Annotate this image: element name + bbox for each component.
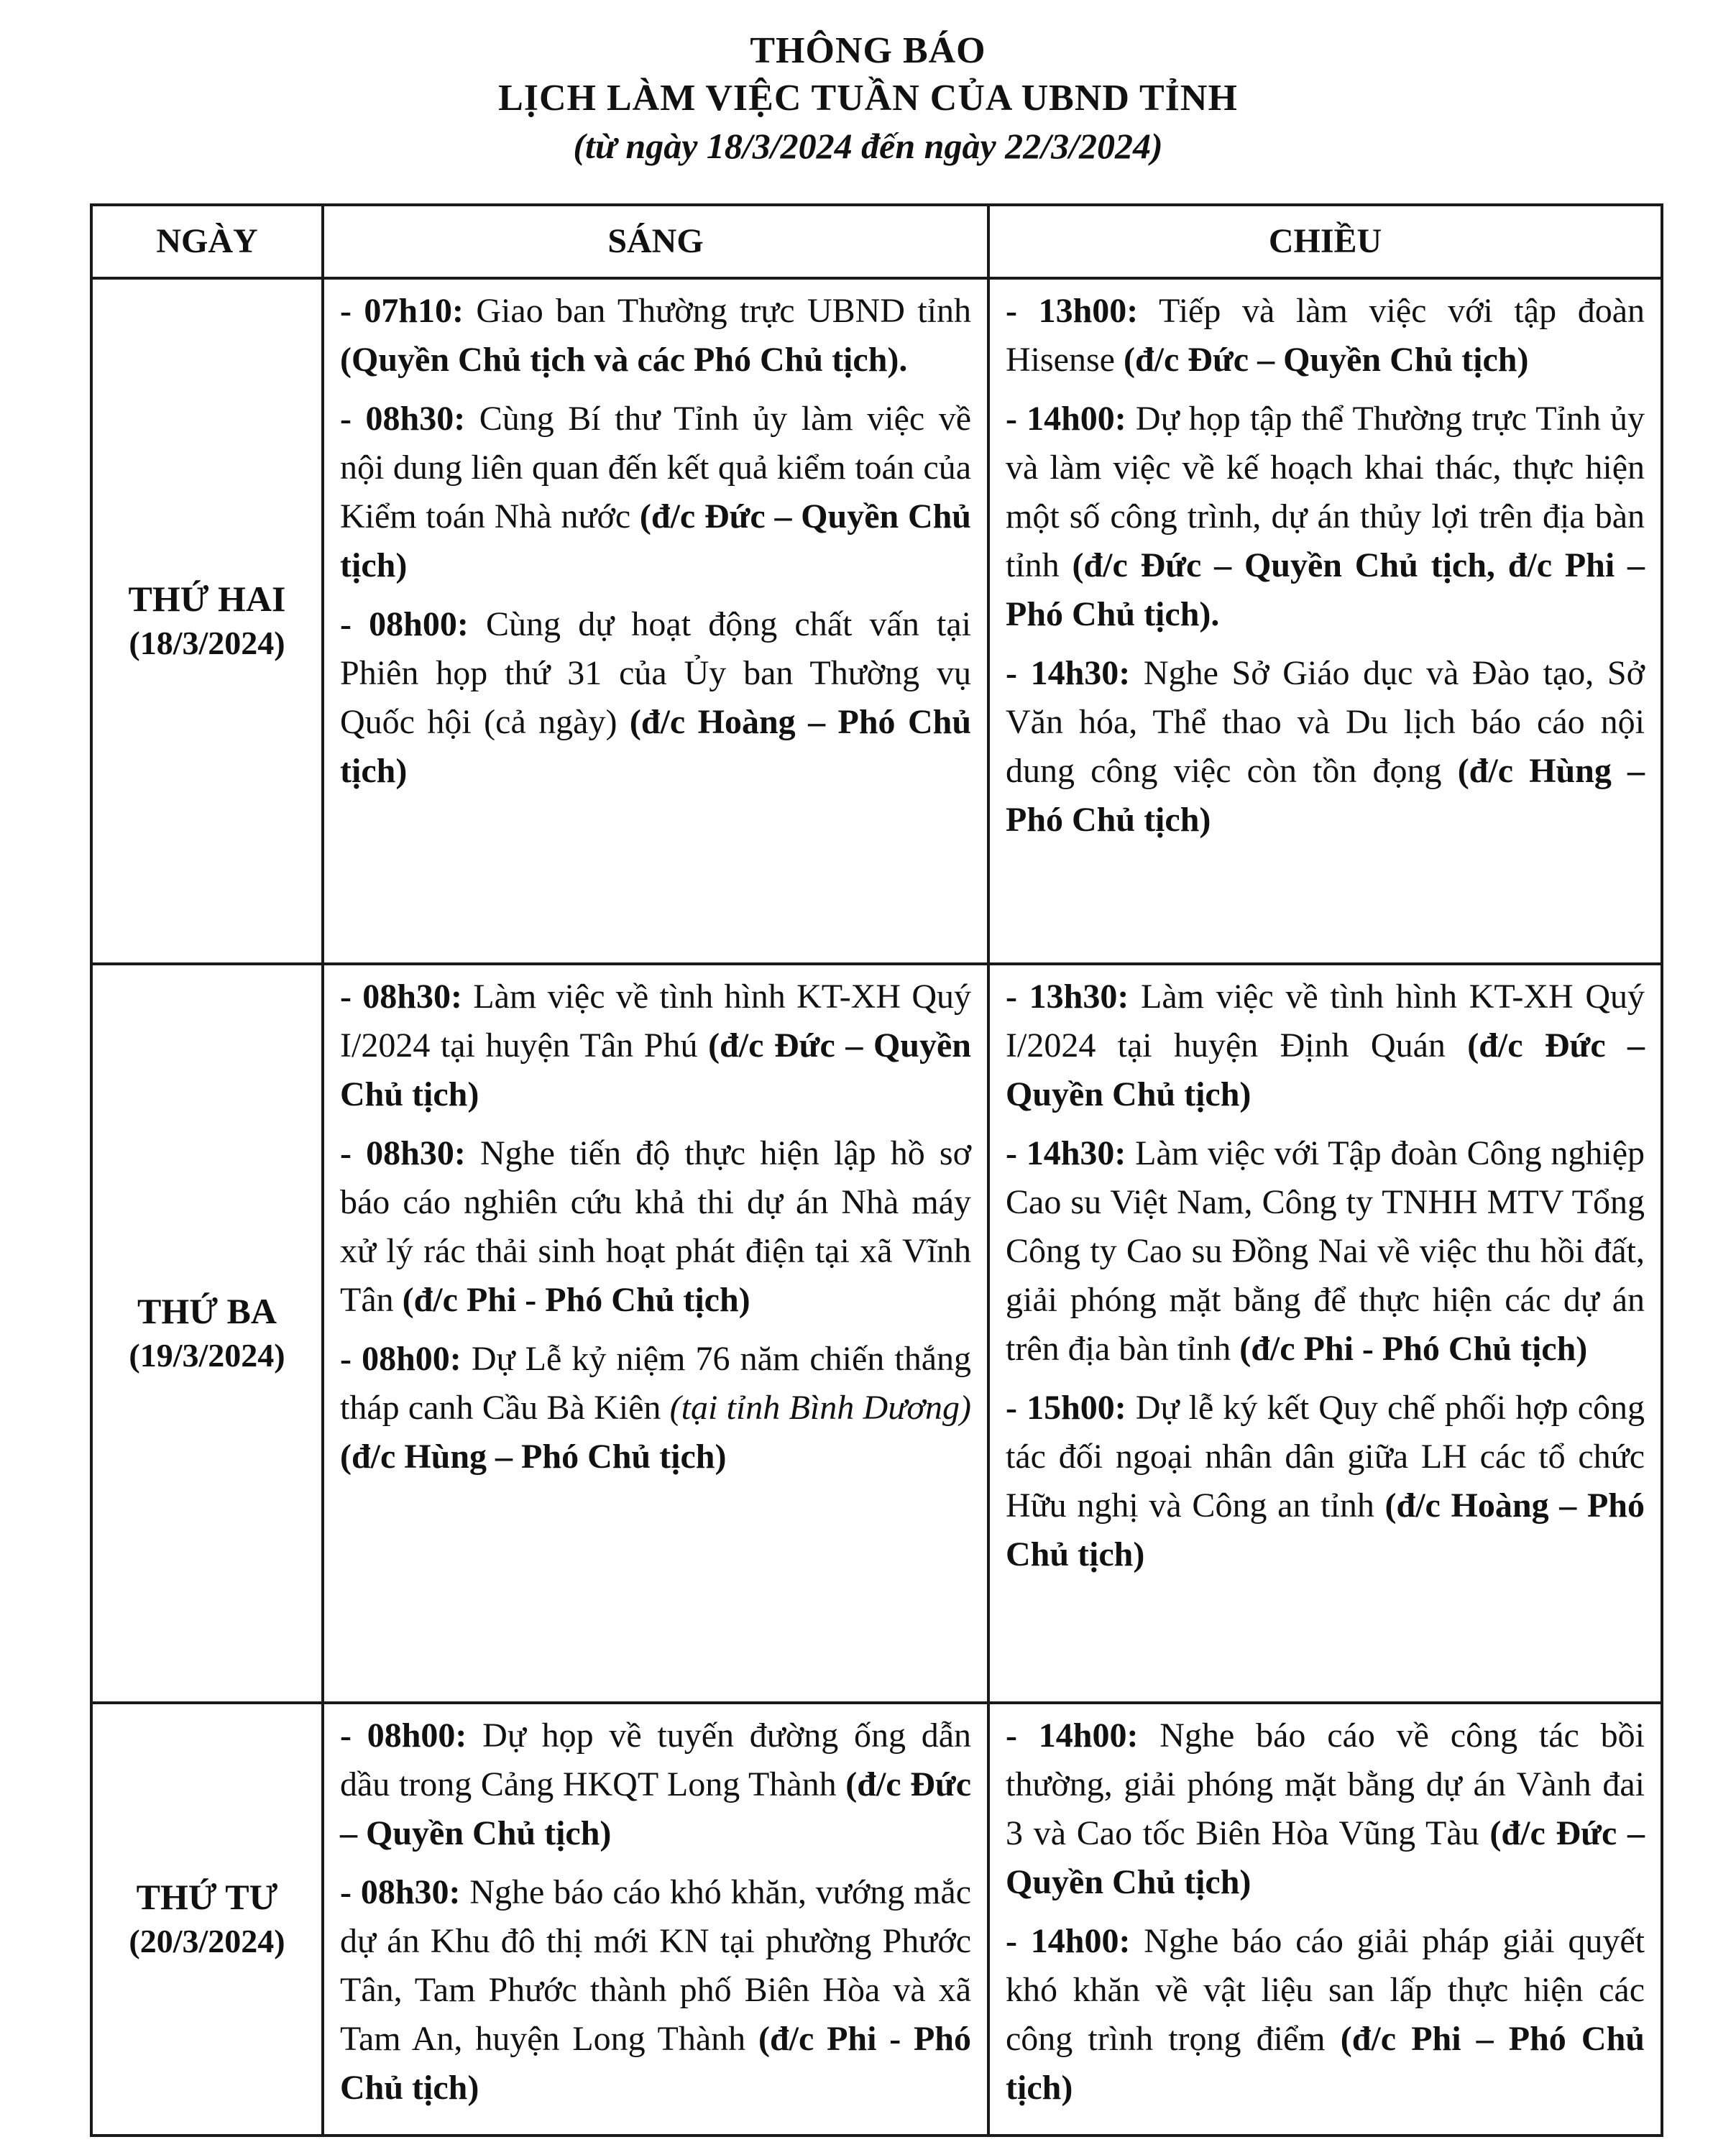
item-time: - 14h30: (1006, 1134, 1126, 1172)
item-owner: (đ/c Hùng – Phó Chủ tịch) (340, 1438, 727, 1476)
item-text: Dự họp về tuyến đường ống dẫn dầu trong Cảng HKQT Long Thành (340, 1716, 971, 1803)
item-text: Dự Lễ kỷ niệm 76 năm chiến thắng tháp canh Cầu Bà Kiên (340, 1340, 971, 1427)
schedule-item (340, 395, 971, 590)
schedule-item (340, 973, 971, 1119)
item-time: - 08h00: (340, 1340, 461, 1378)
item-location: (tại tỉnh Bình Dương) (669, 1389, 971, 1427)
item-text: Tiếp và làm việc với tập đoàn Hisense (1006, 292, 1645, 379)
item-owner: (đ/c Đức – Quyền Chủ tịch) (340, 1765, 972, 1852)
table-row (91, 1703, 1662, 2136)
item-owner: (đ/c Đức – Quyền Chủ tịch) (1006, 1026, 1645, 1113)
day-date: (20/3/2024) (129, 1923, 285, 1959)
item-text: Nghe báo cáo giải pháp giải quyết khó khăn về vật liệu san lấp thực hiện các công trình trọng điểm (1006, 1922, 1645, 2058)
item-text: Nghe báo cáo về công tác bồi thường, giải phóng mặt bằng dự án Vành đai 3 và Cao tốc Biên Hòa Vũng Tàu (1006, 1716, 1645, 1852)
item-time: - 08h30: (340, 978, 462, 1016)
item-owner: (đ/c Hoàng – Phó Chủ tịch) (1006, 1486, 1645, 1573)
day-name: THỨ TƯ (136, 1877, 278, 1917)
table-row (91, 964, 1662, 1703)
afternoon-cell (988, 278, 1662, 964)
item-text: Nghe tiến độ thực hiện lập hồ sơ báo cáo nghiên cứu khả thi dự án Nhà máy xử lý rác thải sinh hoạt phát điện tại xã Vĩnh Tân (340, 1134, 971, 1319)
schedule-item (340, 1711, 971, 1858)
item-owner: (đ/c Đức – Quyền Chủ tịch) (340, 497, 971, 584)
item-owner: (đ/c Đức – Quyền Chủ tịch) (1123, 341, 1529, 379)
item-time: - 13h00: (1006, 292, 1139, 330)
day-cell (91, 278, 323, 964)
item-time: - 08h30: (340, 400, 466, 438)
item-time: - 15h00: (1006, 1389, 1126, 1427)
schedule-item (1006, 1129, 1645, 1374)
item-text: Giao ban Thường trực UBND tỉnh (464, 292, 971, 330)
header-subtitle: LỊCH LÀM VIỆC TUẦN CỦA UBND TỈNH (498, 78, 1238, 119)
item-text: Cùng dự hoạt động chất vấn tại Phiên họp thứ 31 của Ủy ban Thường vụ Quốc hội (cả ngày) (340, 605, 971, 741)
header-title: THÔNG BÁO (750, 30, 986, 71)
table-row (91, 278, 1662, 964)
col-header-morning: SÁNG (323, 205, 988, 278)
morning-cell (323, 278, 988, 964)
item-text: Làm việc về tình hình KT-XH Quý I/2024 tại huyện Tân Phú (340, 978, 971, 1065)
day-date: (18/3/2024) (129, 625, 285, 661)
item-owner: (đ/c Hùng – Phó Chủ tịch) (1006, 752, 1645, 839)
schedule-item (1006, 649, 1645, 845)
item-time: - 08h30: (340, 1134, 466, 1172)
schedule-item (340, 287, 971, 385)
item-time: - 08h30: (340, 1873, 461, 1911)
schedule-item (1006, 973, 1645, 1119)
document-header (0, 27, 1736, 170)
item-time: - 14h00: (1006, 1922, 1131, 1960)
day-date: (19/3/2024) (129, 1337, 285, 1374)
item-owner: (đ/c Phi - Phó Chủ tịch) (402, 1281, 750, 1319)
item-text: Làm việc về tình hình KT-XH Quý I/2024 tại huyện Định Quán (1006, 978, 1645, 1065)
item-time: - 14h30: (1006, 654, 1131, 692)
item-owner: (đ/c Đức – Quyền Chủ tịch) (1006, 1814, 1645, 1901)
afternoon-cell (988, 1703, 1662, 2136)
item-owner: (đ/c Hoàng – Phó Chủ tịch) (340, 703, 972, 790)
item-text: Nghe Sở Giáo dục và Đào tạo, Sở Văn hóa, Thể thao và Du lịch báo cáo nội dung công việc còn tồn đọng (1006, 654, 1645, 790)
item-text: Dự họp tập thể Thường trực Tỉnh ủy và làm việc về kế hoạch khai thác, thực hiện một số công trình, dự án thủy lợi trên địa bàn tỉnh (1006, 400, 1645, 584)
item-time: - 14h00: (1006, 400, 1126, 438)
morning-cell (323, 1703, 988, 2136)
schedule-item (1006, 1384, 1645, 1579)
item-owner: (đ/c Đức – Quyền Chủ tịch) (340, 1026, 971, 1113)
item-time: - 07h10: (340, 292, 464, 330)
col-header-day: NGÀY (91, 205, 323, 278)
item-text: Cùng Bí thư Tỉnh ủy làm việc về nội dung liên quan đến kết quả kiểm toán của Kiểm toán Nhà nước (340, 400, 972, 536)
day-name: THỨ BA (137, 1291, 277, 1331)
item-time: - 13h30: (1006, 978, 1129, 1016)
item-owner: (đ/c Phi - Phó Chủ tịch) (340, 2020, 971, 2107)
item-text: Dự lễ ký kết Quy chế phối hợp công tác đối ngoại nhân dân giữa LH các tổ chức Hữu nghị và Công an tỉnh (1006, 1389, 1645, 1525)
schedule-table (90, 203, 1663, 2137)
schedule-item (340, 1335, 971, 1481)
schedule-item (1006, 1711, 1645, 1907)
item-owner: (đ/c Đức – Quyền Chủ tịch, đ/c Phi – Phó Chủ tịch). (1006, 546, 1645, 633)
schedule-item (340, 600, 971, 796)
schedule-item (1006, 287, 1645, 385)
day-cell (91, 964, 323, 1703)
morning-cell (323, 964, 988, 1703)
schedule-item (340, 1129, 971, 1325)
item-time: - 08h00: (340, 605, 469, 643)
header-date-range: (từ ngày 18/3/2024 đến ngày 22/3/2024) (573, 126, 1163, 166)
schedule-item (1006, 1917, 1645, 2113)
item-owner: (Quyền Chủ tịch và các Phó Chủ tịch). (340, 341, 908, 379)
item-time: - 08h00: (340, 1716, 467, 1755)
item-text: Nghe báo cáo khó khăn, vướng mắc dự án Khu đô thị mới KN tại phường Phước Tân, Tam Phước thành phố Biên Hòa và xã Tam An, huyện Long Thành (340, 1873, 971, 2058)
table-header-row (91, 205, 1662, 278)
item-time: - 14h00: (1006, 1716, 1139, 1755)
item-owner: (đ/c Phi - Phó Chủ tịch) (1239, 1330, 1588, 1368)
col-header-afternoon: CHIỀU (988, 205, 1662, 278)
item-text: Làm việc với Tập đoàn Công nghiệp Cao su Việt Nam, Công ty TNHH MTV Tổng Công ty Cao su Đồng Nai về việc thu hồi đất, giải phóng mặt bằng để thực hiện các dự án trên địa bàn tỉnh (1006, 1134, 1645, 1368)
schedule-item (340, 1868, 971, 2113)
day-name: THỨ HAI (128, 579, 286, 619)
day-cell (91, 1703, 323, 2136)
afternoon-cell (988, 964, 1662, 1703)
item-owner: (đ/c Phi – Phó Chủ tịch) (1006, 2020, 1645, 2107)
schedule-item (1006, 395, 1645, 639)
